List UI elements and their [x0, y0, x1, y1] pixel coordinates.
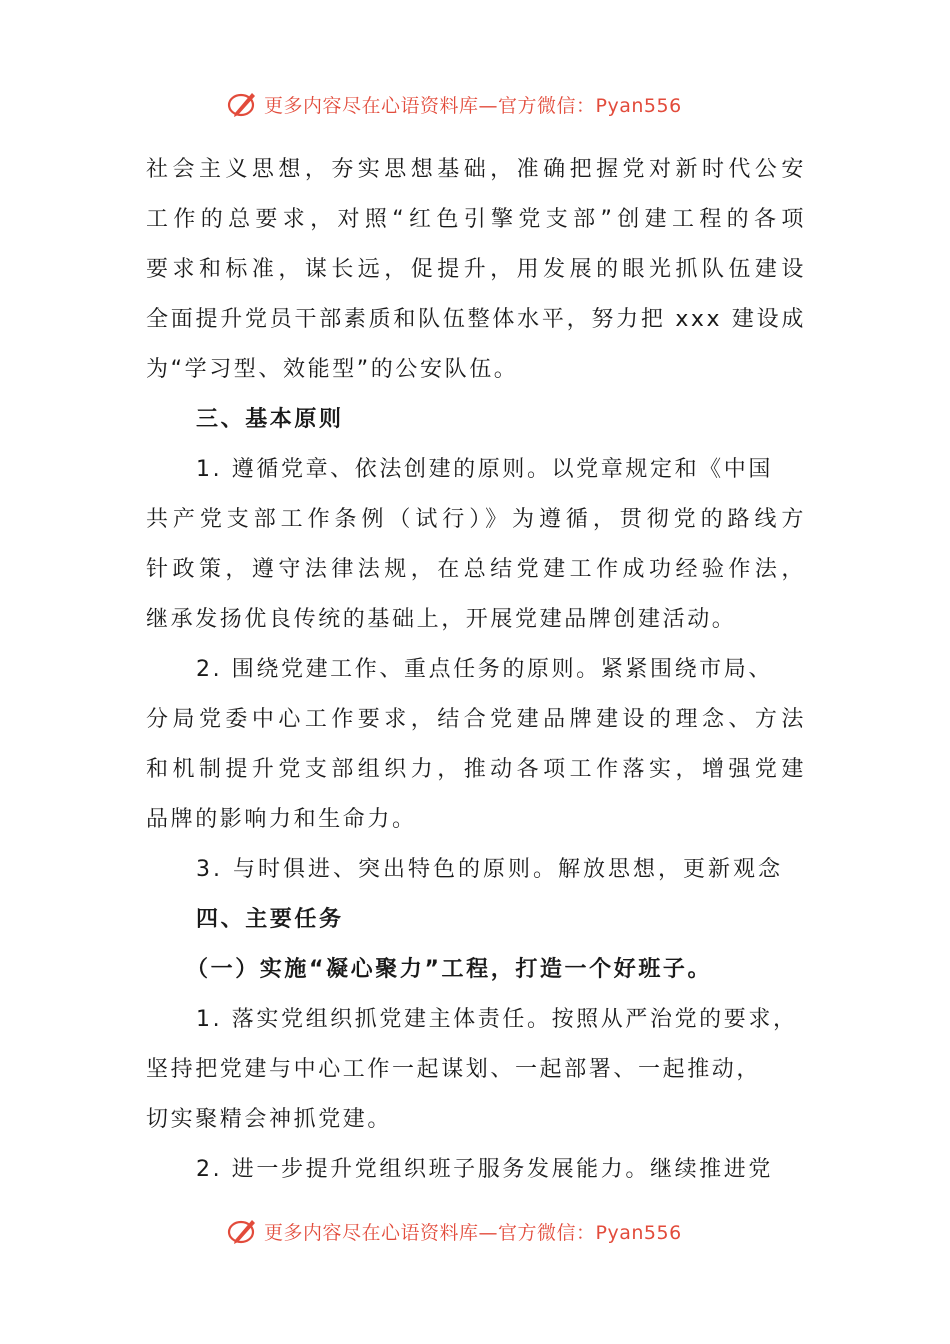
- paragraph-line: 和机制提升党支部组织力，推动各项工作落实，增强党建: [146, 757, 806, 782]
- pen-circle-logo-icon: [226, 1214, 260, 1248]
- paragraph-line: 工作的总要求，对照“红色引擎党支部”创建工程的各项: [146, 207, 806, 232]
- section-heading: 四、主要任务: [196, 907, 344, 932]
- paragraph-line: 全面提升党员干部素质和队伍整体水平，努力把 xxx 建设成: [146, 307, 806, 332]
- paragraph-line: 分局党委中心工作要求，结合党建品牌建设的理念、方法: [146, 707, 806, 732]
- watermark-header: [226, 86, 682, 122]
- paragraph-line: 针政策，遵守法律法规，在总结党建工作成功经验作法，: [146, 557, 806, 582]
- paragraph-line: 共产党支部工作条例（试行）》为遵循，贯彻党的路线方: [146, 507, 806, 532]
- paragraph-line: 坚持把党建与中心工作一起谋划、一起部署、一起推动，: [146, 1057, 762, 1082]
- paragraph-line: 要求和标准，谋长远，促提升，用发展的眼光抓队伍建设: [146, 257, 806, 282]
- watermark-footer: [226, 1213, 682, 1249]
- subsection-heading: （一）实施“凝心聚力”工程，打造一个好班子。: [186, 957, 713, 982]
- paragraph-line: 3. 与时俱进、突出特色的原则。解放思想，更新观念: [196, 857, 783, 882]
- paragraph-line: 社会主义思想，夯实思想基础，准确把握党对新时代公安: [146, 157, 806, 182]
- paragraph-line: 2. 进一步提升党组织班子服务发展能力。继续推进党: [196, 1157, 773, 1182]
- paragraph-line: 品牌的影响力和生命力。: [146, 807, 417, 832]
- paragraph-line: 切实聚精会神抓党建。: [146, 1107, 393, 1132]
- pen-circle-logo-icon: [226, 87, 260, 121]
- paragraph-line: 1. 落实党组织抓党建主体责任。按照从严治党的要求，: [196, 1007, 798, 1032]
- document-body: [146, 145, 810, 1195]
- paragraph-line: 为“学习型、效能型”的公安队伍。: [146, 357, 519, 382]
- watermark-text: 更多内容尽在心语资料库—官方微信：Pyan556: [264, 1221, 682, 1244]
- section-heading: 三、基本原则: [196, 407, 344, 432]
- watermark-text: 更多内容尽在心语资料库—官方微信：Pyan556: [264, 94, 682, 117]
- paragraph-line: 1. 遵循党章、依法创建的原则。以党章规定和《中国: [196, 457, 773, 482]
- paragraph-line: 2. 围绕党建工作、重点任务的原则。紧紧围绕市局、: [196, 657, 773, 682]
- paragraph-line: 继承发扬优良传统的基础上，开展党建品牌创建活动。: [146, 607, 737, 632]
